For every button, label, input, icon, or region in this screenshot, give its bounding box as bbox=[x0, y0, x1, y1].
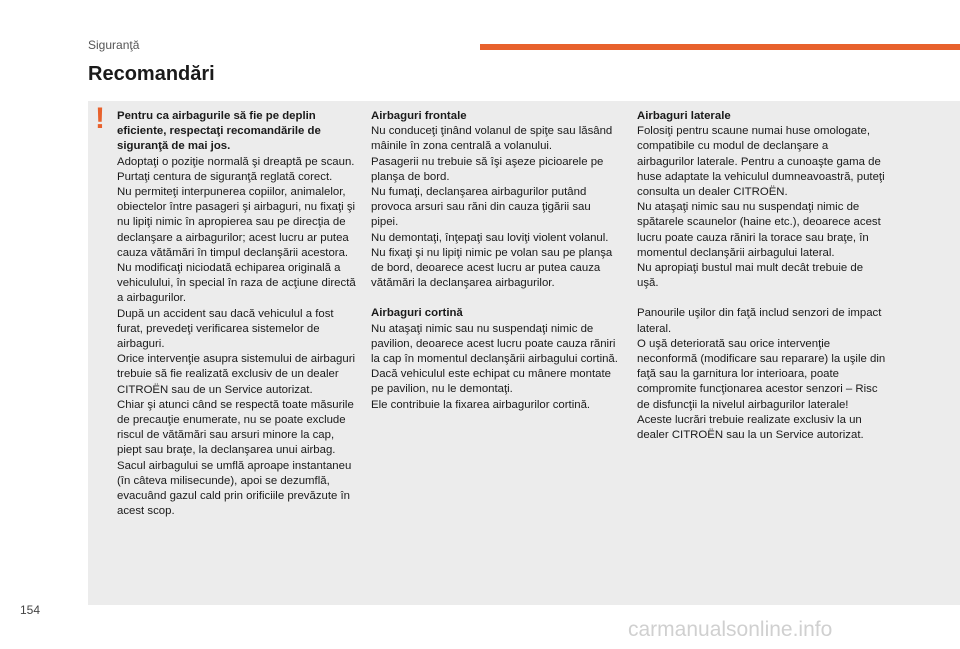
front-curtain-airbags-column bbox=[371, 109, 619, 413]
frontal-line: Pasagerii nu trebuie să îşi aşeze picioarele pe planşa de bord. bbox=[371, 155, 604, 183]
curtain-line: Ele contribuie la fixarea airbagurilor cortină. bbox=[371, 398, 591, 411]
lateral-airbags-column bbox=[637, 109, 887, 443]
door-sensor-line: O uşă deteriorată sau orice intervenţie neconformă (modificare sau reparare) la uşile din faţă sau la garnitura lor interioara, poate compromite funcţionarea acestor senzori – Risc de disfuncţii la nivelul airbagurilor laterale! bbox=[637, 337, 886, 411]
door-sensor-line: Aceste lucrări trebuie realizate exclusiv la un dealer CITROËN sau la un Service autorizat. bbox=[637, 413, 864, 442]
section-label: Siguranţă bbox=[88, 38, 140, 52]
frontal-line: Nu conduceţi ţinând volanul de spiţe sau lăsând mâinile în zona centrală a volanului. bbox=[371, 125, 613, 153]
door-sensor-line: Panourile uşilor din faţă includ senzori de impact lateral. bbox=[637, 307, 882, 335]
watermark-text: carmanualsonline.info bbox=[628, 618, 833, 641]
intro-text: Pentru ca airbagurile să fie pe deplin eficiente, respectaţi recomandările de siguranţă de mai jos. bbox=[117, 110, 321, 153]
section-accent-line bbox=[480, 44, 960, 50]
recommendation-line: Adoptaţi o poziţie normală şi dreaptă pe scaun. bbox=[117, 155, 355, 168]
lateral-line: Nu ataşaţi nimic sau nu suspendaţi nimic de spătarele scaunelor (haine etc.), deoarece acest lucru poate cauza răniri la torace sau braţe, în momentul declanşării airbagului lateral. bbox=[637, 201, 881, 259]
general-recommendations-column bbox=[117, 109, 361, 519]
frontal-line: Nu fumaţi, declanşarea airbagurilor putând provoca arsuri sau răni din cauza ţigării sau pipei. bbox=[371, 186, 591, 229]
recommendation-line: După un accident sau dacă vehiculul a fost furat, prevedeţi verificarea sistemelor de airbaguri. bbox=[117, 307, 334, 351]
frontal-line: Nu demontaţi, înţepaţi sau loviţi violent volanul. bbox=[371, 231, 609, 244]
lateral-line: Folosiţi pentru scaune numai huse omologate, compatibile cu modul de declanşare a airbagurilor laterale. Pentru a cunoaşte gama de huse adaptate la vehiculul dumneavoastră, puteţi consulta un dealer CITROËN. bbox=[637, 125, 885, 199]
recommendation-line: Nu permiteţi interpunerea copiilor, animalelor, obiectelor între pasageri şi airbaguri, nu fixaţi şi nu lipiţi nimic în apropierea sau pe direcţia de declanşare a airbagurilor; acest lucru ar putea cauza vătămări în timpul declanşării acestora. bbox=[117, 186, 356, 259]
exclamation-icon: ! bbox=[95, 102, 105, 135]
spacer bbox=[637, 291, 887, 306]
page-number: 154 bbox=[20, 603, 41, 617]
recommendation-line: Purtaţi centura de siguranţă reglată corect. bbox=[117, 170, 333, 183]
frontal-airbags-heading: Airbaguri frontale bbox=[371, 110, 467, 122]
curtain-line: Nu ataşaţi nimic sau nu suspendaţi nimic de pavilion, deoarece acest lucru poate cauza răniri la cap în momentul declanşării airbagului cortină. bbox=[371, 322, 618, 366]
lateral-airbags-heading: Airbaguri laterale bbox=[637, 110, 731, 122]
page-title: Recomandări bbox=[88, 63, 215, 85]
spacer bbox=[371, 291, 619, 306]
recommendation-line: Nu modificaţi niciodată echiparea originală a vehiculului, în special în raza de acţiune directă a airbagurilor. bbox=[117, 262, 356, 305]
recommendation-line: Chiar şi atunci când se respectă toate măsurile de precauţie enumerate, nu se poate exclude riscul de vătămări sau arsuri minore la cap, piept sau braţe, la declanşarea unui airbag. Sacul airbagului se umflă aproape instantaneu (în câteva milisecunde), apoi se dezumflă, evacuând gazul cald prin orificiile prevăzute în acest scop. bbox=[117, 398, 354, 518]
curtain-airbags-heading: Airbaguri cortină bbox=[371, 307, 463, 320]
frontal-line: Nu fixaţi şi nu lipiţi nimic pe volan sau pe planşa de bord, deoarece acest lucru ar putea cauza vătămări la declanşarea airbagurilor. bbox=[371, 246, 613, 290]
lateral-line: Nu apropiaţi bustul mai mult decât trebuie de uşă. bbox=[637, 262, 864, 290]
recommendation-line: Orice intervenţie asupra sistemului de airbaguri trebuie să fie realizată exclusiv de un dealer CITROËN sau de un Service autorizat. bbox=[117, 353, 356, 396]
curtain-line: Dacă vehiculul este echipat cu mânere montate pe pavilion, nu le demontaţi. bbox=[371, 368, 611, 396]
